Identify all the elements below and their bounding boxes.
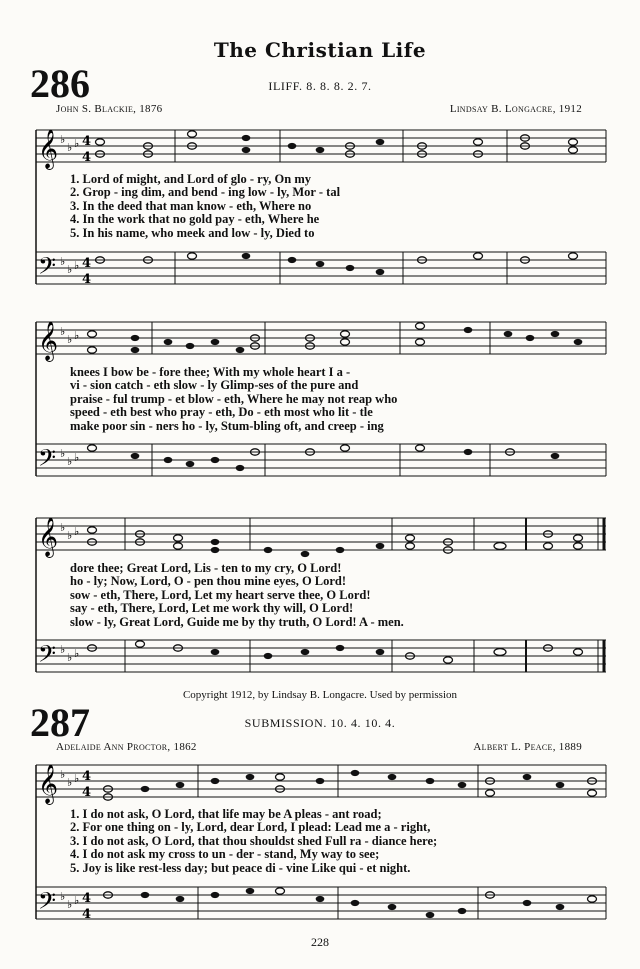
- svg-text:♭: ♭: [74, 137, 80, 150]
- svg-text:♭: ♭: [60, 643, 66, 656]
- copyright-notice: Copyright 1912, by Lindsay B. Longacre. Used by permission: [182, 689, 458, 701]
- lyric-line: 5. Joy is like rest-less day; but peace di - vine Like qui - et night.: [70, 860, 411, 875]
- lyric-line: 3. I do not ask, O Lord, that thou shouldst shed Full ra - diance here;: [70, 833, 438, 848]
- svg-text:♭: ♭: [60, 890, 66, 903]
- svg-text:𝄢: 𝄢: [38, 252, 57, 285]
- lyrics-286-system-2: [70, 366, 592, 433]
- svg-text:4: 4: [82, 256, 92, 271]
- svg-text:♭: ♭: [74, 647, 80, 660]
- svg-text:♭: ♭: [67, 651, 73, 664]
- svg-text:♭: ♭: [67, 141, 73, 154]
- lyric-line: 1. I do not ask, O Lord, that life may be A pleas - ant road;: [70, 807, 382, 821]
- section-title: The Christian Life: [213, 38, 427, 62]
- lyric-line: 5. In his name, who meek and low - ly, Died to: [70, 225, 315, 240]
- lyric-line: say - eth, There, Lord, Let me work thy will, O Lord!: [70, 601, 354, 616]
- svg-text:♭: ♭: [60, 447, 66, 460]
- lyric-line: 1. Lord of might, and Lord of glo - ry, On my: [70, 172, 311, 186]
- svg-text:𝄢: 𝄢: [38, 640, 57, 673]
- tune-name: SUBMISSION. 10. 4. 10. 4.: [244, 716, 396, 730]
- lyric-line: sow - eth, There, Lord, Let my heart serve thee, O Lord!: [70, 587, 371, 602]
- svg-text:♭: ♭: [60, 768, 66, 781]
- lyric-line: knees I bow be - fore thee; With my whole heart I a -: [70, 365, 351, 379]
- svg-text:𝄞: 𝄞: [38, 764, 59, 804]
- svg-text:♭: ♭: [60, 133, 66, 146]
- lyric-line: make poor sin - ners ho - ly, Stum-bling oft, and creep - ing: [70, 418, 384, 433]
- svg-text:𝄢: 𝄢: [38, 444, 57, 477]
- lyric-line: 4. In the work that no gold pay - eth, Where he: [70, 212, 320, 227]
- svg-text:♭: ♭: [74, 329, 80, 342]
- lyric-line: dore thee; Great Lord, Lis - ten to my cry, O Lord!: [70, 561, 342, 575]
- lyric-line: vi - sion catch - eth slow - ly Glimp-ses of the pure and: [70, 378, 359, 393]
- hymn-number: 287: [30, 700, 90, 745]
- svg-text:4: 4: [82, 907, 92, 922]
- lyric-line: slow - ly, Great Lord, Guide me by thy truth, O Lord! A - men.: [70, 614, 404, 629]
- svg-text:♭: ♭: [67, 898, 73, 911]
- lyric-line: ho - ly; Now, Lord, O - pen thou mine eyes, O Lord!: [70, 574, 347, 589]
- lyric-line: 2. For one thing on - ly, Lord, dear Lord, I plead: Lead me a - right,: [70, 820, 431, 835]
- lyric-line: praise - ful trump - et blow - eth, Where he may not reap who: [70, 391, 398, 406]
- hymn-number: 286: [30, 61, 90, 106]
- svg-text:♭: ♭: [67, 333, 73, 346]
- svg-text:♭: ♭: [60, 255, 66, 268]
- svg-text:♭: ♭: [74, 772, 80, 785]
- svg-text:4: 4: [82, 150, 92, 165]
- svg-text:♭: ♭: [74, 525, 80, 538]
- tune-name: ILIFF. 8. 8. 8. 2. 7.: [268, 79, 372, 93]
- lyric-line: 4. I do not ask my cross to un - der - stand, My way to see;: [70, 847, 380, 862]
- svg-text:𝄢: 𝄢: [38, 887, 57, 920]
- lyrics-287-system-1: [70, 808, 592, 875]
- svg-text:♭: ♭: [74, 894, 80, 907]
- svg-text:4: 4: [82, 785, 92, 800]
- svg-text:♭: ♭: [60, 325, 66, 338]
- svg-text:4: 4: [82, 272, 92, 287]
- author-credit: Adelaide Ann Proctor, 1862: [56, 741, 197, 753]
- svg-text:♭: ♭: [67, 455, 73, 468]
- svg-text:𝄞: 𝄞: [38, 129, 59, 169]
- lyrics-286-system-1: [70, 173, 592, 240]
- svg-text:4: 4: [82, 891, 92, 906]
- svg-text:4: 4: [82, 769, 92, 784]
- svg-text:4: 4: [82, 134, 92, 149]
- composer-credit: Lindsay B. Longacre, 1912: [449, 103, 582, 115]
- svg-text:♭: ♭: [67, 263, 73, 276]
- author-credit: John S. Blackie, 1876: [56, 103, 163, 115]
- lyric-line: speed - eth best who pray - eth, Do - eth most who lit - tle: [70, 405, 373, 420]
- svg-text:𝄞: 𝄞: [38, 517, 59, 557]
- svg-text:♭: ♭: [67, 776, 73, 789]
- composer-credit: Albert L. Peace, 1889: [473, 741, 582, 753]
- svg-text:♭: ♭: [74, 259, 80, 272]
- lyrics-286-system-3: [70, 562, 592, 629]
- lyric-line: 3. In the deed that man know - eth, Where no: [70, 198, 312, 213]
- svg-text:♭: ♭: [74, 451, 80, 464]
- svg-text:𝄞: 𝄞: [38, 321, 59, 361]
- page-number: 228: [311, 935, 329, 949]
- svg-text:♭: ♭: [60, 521, 66, 534]
- svg-text:♭: ♭: [67, 529, 73, 542]
- lyric-line: 2. Grop - ing dim, and bend - ing low - ly, Mor - tal: [70, 185, 341, 200]
